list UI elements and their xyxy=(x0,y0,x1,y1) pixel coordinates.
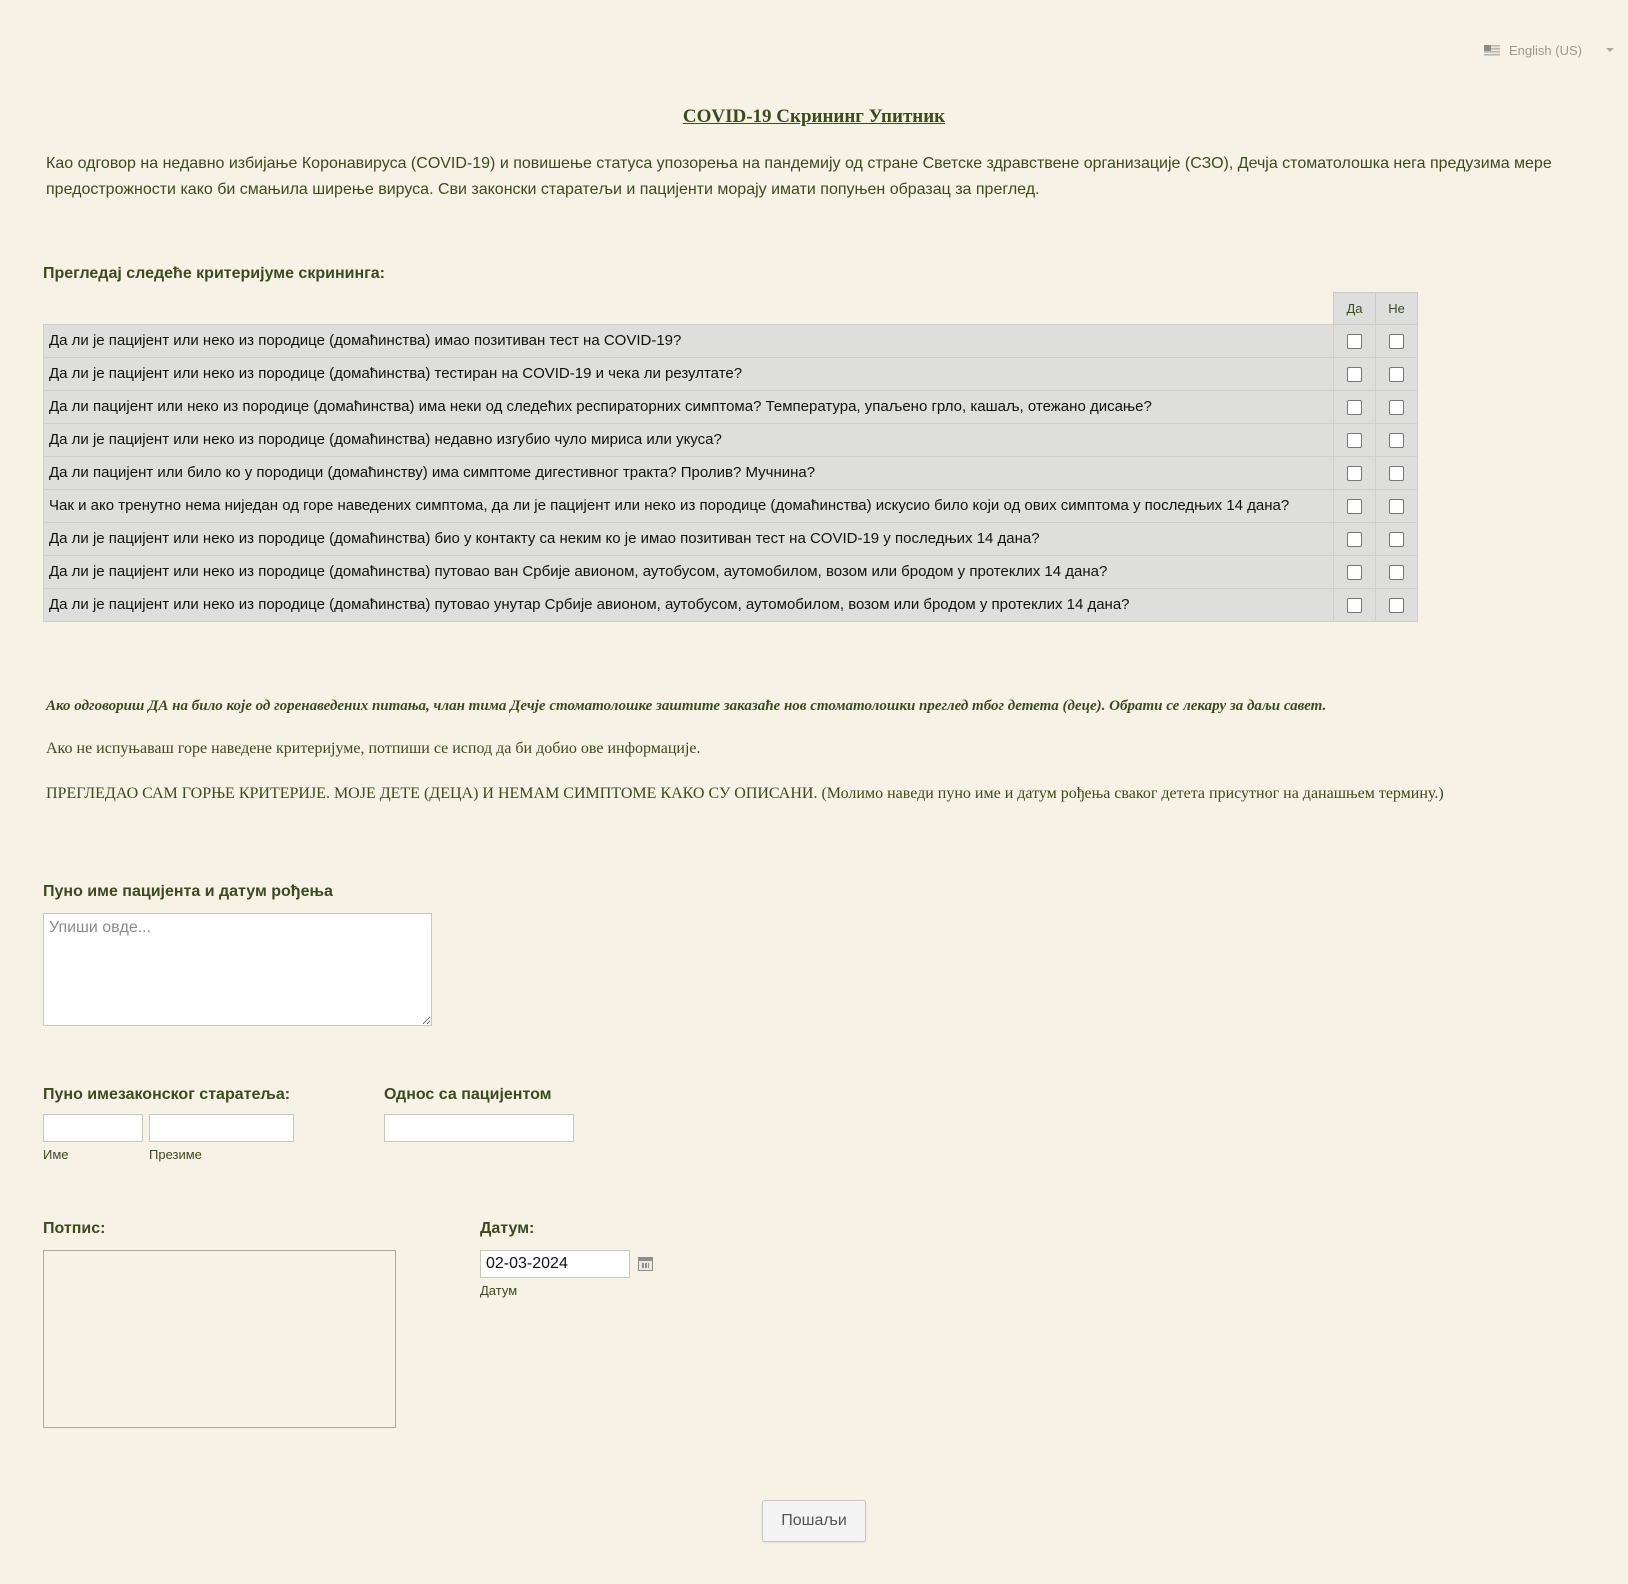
question-text: Да ли пацијент или било ко у породици (домаћинству) има симптоме дигестивног тракта? Пролив? Мучнина? xyxy=(44,456,1334,489)
criteria-label: Прегледај следеће критеријуме скрининга: xyxy=(43,265,385,282)
answer-cell-no xyxy=(1376,489,1418,522)
date-input[interactable] xyxy=(480,1250,630,1278)
question-text: Чак и ако тренутно нема ниједан од горе наведених симптома, да ли је пацијент или неко из породице (домаћинства) искусио било који од ових симптома у последњих 14 дана? xyxy=(44,489,1334,522)
checkbox-no[interactable] xyxy=(1389,598,1404,613)
checkbox-yes[interactable] xyxy=(1347,565,1362,580)
answer-cell-yes xyxy=(1334,456,1376,489)
question-text: Да ли је пацијент или неко из породице (домаћинства) недавно изгубио чуло мириса или укуса? xyxy=(44,423,1334,456)
question-text: Да ли је пацијент или неко из породице (домаћинства) био у контакту са неким ко је имао позитиван тест на COVID-19 у последњих 14 дана? xyxy=(44,522,1334,555)
question-text: Да ли је пацијент или неко из породице (домаћинства) тестиран на COVID-19 и чека ли резултате? xyxy=(44,357,1334,390)
no-answer-note: Ако не испуњаваш горе наведене критеријуме, потпиши се испод да би добио ове информације. xyxy=(46,740,701,757)
answer-cell-yes xyxy=(1334,588,1376,621)
guardian-first-name-input[interactable] xyxy=(43,1114,143,1142)
checkbox-no[interactable] xyxy=(1389,499,1404,514)
matrix-row xyxy=(44,588,1418,621)
language-selector[interactable] xyxy=(1484,40,1614,60)
checkbox-yes[interactable] xyxy=(1347,367,1362,382)
answer-cell-no xyxy=(1376,324,1418,357)
checkbox-yes[interactable] xyxy=(1347,598,1362,613)
matrix-corner xyxy=(44,293,1334,325)
checkbox-no[interactable] xyxy=(1389,532,1404,547)
checkbox-no[interactable] xyxy=(1389,367,1404,382)
answer-cell-yes xyxy=(1334,522,1376,555)
signature-pad[interactable] xyxy=(43,1250,396,1428)
answer-cell-yes xyxy=(1334,324,1376,357)
chevron-down-icon xyxy=(1606,48,1614,52)
guardian-label: Пуно имезаконског старатеља: xyxy=(43,1086,291,1103)
matrix-row xyxy=(44,324,1418,357)
checkbox-yes[interactable] xyxy=(1347,334,1362,349)
checkbox-no[interactable] xyxy=(1389,433,1404,448)
answer-cell-yes xyxy=(1334,390,1376,423)
checkbox-no[interactable] xyxy=(1389,565,1404,580)
calendar-icon[interactable] xyxy=(638,1257,653,1271)
patient-label: Пуно име пацијента и датум рођења xyxy=(43,883,333,900)
guardian-last-name-input[interactable] xyxy=(149,1114,294,1142)
patient-name-dob-input[interactable] xyxy=(43,913,432,1026)
declaration-statement: ПРЕГЛЕДАО САМ ГОРЊЕ КРИТЕРИЈЕ. МОЈЕ ДЕТЕ (ДЕЦА) И НЕМАМ СИМПТОМЕ КАКО СУ ОПИСАНИ. (Молимо наведи пуно име и датум рођења сваког детета присутног на данашњем термину.) xyxy=(46,785,1444,802)
screening-matrix xyxy=(43,292,1418,622)
answer-cell-yes xyxy=(1334,489,1376,522)
answer-cell-no xyxy=(1376,357,1418,390)
checkbox-yes[interactable] xyxy=(1347,532,1362,547)
language-label: English (US) xyxy=(1509,42,1582,58)
first-name-sublabel: Име xyxy=(43,1147,69,1162)
answer-cell-no xyxy=(1376,555,1418,588)
yes-answer-note: Ако одговориш ДА на било које од горенаведених питања, члан тима Дечје стоматолошке заштите заказаће нов стоматолошки преглед тбог детета (деце). Обрати се лекару за даљи савет. xyxy=(46,698,1327,714)
question-text: Да ли је пацијент или неко из породице (домаћинства) путовао ван Србије авионом, аутобусом, аутомобилом, возом или бродом у протеклих 14 дана? xyxy=(44,555,1334,588)
us-flag-icon xyxy=(1484,45,1500,56)
checkbox-yes[interactable] xyxy=(1347,433,1362,448)
checkbox-no[interactable] xyxy=(1389,334,1404,349)
column-no: Не xyxy=(1376,293,1418,325)
checkbox-yes[interactable] xyxy=(1347,400,1362,415)
answer-cell-no xyxy=(1376,588,1418,621)
question-text: Да ли је пацијент или неко из породице (домаћинства) имао позитиван тест на COVID-19? xyxy=(44,324,1334,357)
answer-cell-no xyxy=(1376,390,1418,423)
checkbox-yes[interactable] xyxy=(1347,499,1362,514)
column-yes: Да xyxy=(1334,293,1376,325)
matrix-row xyxy=(44,390,1418,423)
matrix-row xyxy=(44,555,1418,588)
relation-label: Однос са пацијентом xyxy=(384,1086,552,1103)
checkbox-no[interactable] xyxy=(1389,466,1404,481)
answer-cell-no xyxy=(1376,423,1418,456)
matrix-row xyxy=(44,522,1418,555)
date-sublabel: Датум xyxy=(480,1283,518,1298)
relation-input[interactable] xyxy=(384,1114,574,1142)
intro-text: Као одговор на недавно избијање Коронавируса (COVID-19) и повишење статуса упозорења на пандемију од стране Светске здравствене организације (СЗО), Дечја стоматолошка нега предузима мере предострожности како би смањила ширење вируса. Сви законски старатељи и пацијенти морају имати попуњен образац за преглед. xyxy=(46,155,1552,198)
matrix-row xyxy=(44,357,1418,390)
checkbox-yes[interactable] xyxy=(1347,466,1362,481)
matrix-row xyxy=(44,489,1418,522)
matrix-row xyxy=(44,423,1418,456)
question-text: Да ли пацијент или неко из породице (домаћинства) има неки од следећих респираторних симптома? Температура, упаљено грло, кашаљ, отежано дисање? xyxy=(44,390,1334,423)
checkbox-no[interactable] xyxy=(1389,400,1404,415)
answer-cell-yes xyxy=(1334,423,1376,456)
answer-cell-yes xyxy=(1334,555,1376,588)
form-title: COVID-19 Скрининг Упитник xyxy=(682,106,946,127)
signature-label: Потпис: xyxy=(43,1220,106,1237)
question-text: Да ли је пацијент или неко из породице (домаћинства) путовао унутар Србије авионом, аутобусом, аутомобилом, возом или бродом у протеклих 14 дана? xyxy=(44,588,1334,621)
submit-button[interactable]: Пошаљи xyxy=(762,1500,866,1542)
answer-cell-no xyxy=(1376,522,1418,555)
matrix-row xyxy=(44,456,1418,489)
answer-cell-yes xyxy=(1334,357,1376,390)
last-name-sublabel: Презиме xyxy=(149,1147,202,1162)
date-label: Датум: xyxy=(480,1220,535,1237)
answer-cell-no xyxy=(1376,456,1418,489)
